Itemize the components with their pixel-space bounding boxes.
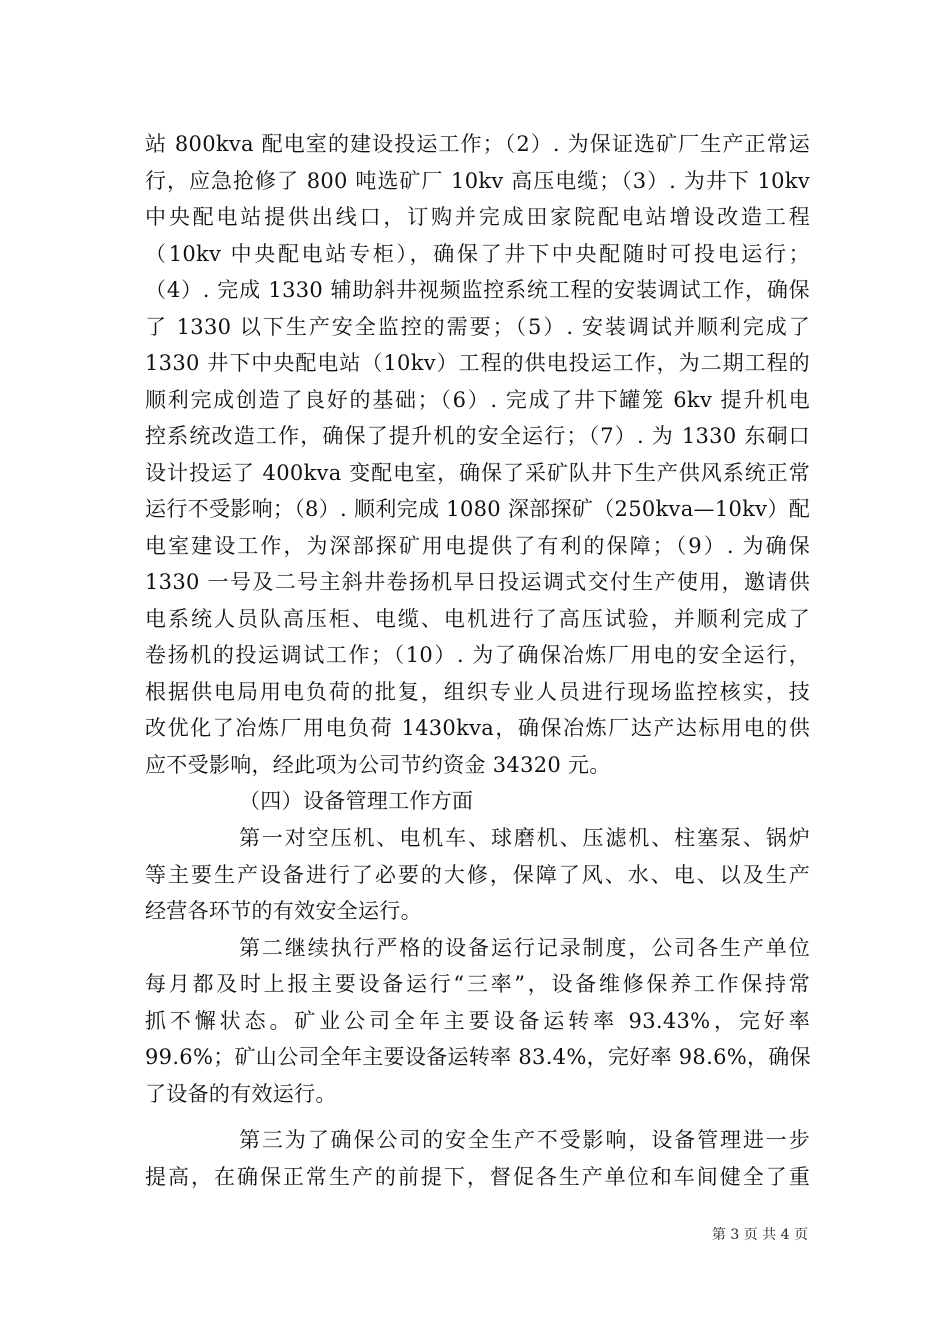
paragraph-line: 等主要生产设备进行了必要的大修，保障了风、水、电、以及生产 — [145, 863, 810, 887]
paragraph-line: 控系统改造工作，确保了提升机的安全运行；（7）. 为 1330 东硐口 — [145, 424, 810, 448]
paragraph-line: 了设备的有效运行。 — [145, 1082, 337, 1106]
section-heading: （四）设备管理工作方面 — [239, 789, 474, 813]
paragraph-line: 了 1330 以下生产安全监控的需要；（5）. 安装调试并顺利完成了 — [145, 315, 810, 339]
paragraph-line: 卷扬机的投运调试工作；（10）. 为了确保冶炼厂用电的安全运行， — [145, 643, 810, 667]
paragraph-line: 1330 一号及二号主斜井卷扬机早日投运调式交付生产使用，邀请供 — [145, 570, 810, 594]
paragraph-line: 99.6%；矿山公司全年主要设备运转率 83.4%，完好率 98.6%，确保 — [145, 1045, 811, 1069]
paragraph-line: 提高，在确保正常生产的前提下，督促各生产单位和车间健全了重 — [145, 1165, 810, 1189]
paragraph-line: 站 800kva 配电室的建设投运工作；（2）. 为保证选矿厂生产正常运 — [145, 132, 810, 156]
paragraph-line: 1330 井下中央配电站（10kv）工程的供电投运工作，为二期工程的 — [145, 351, 810, 375]
paragraph-line: 运行不受影响；（8）. 顺利完成 1080 深部探矿（250kva—10kv）配 — [145, 497, 810, 521]
paragraph-line: 电系统人员队高压柜、电缆、电机进行了高压试验，并顺利完成了 — [145, 607, 810, 631]
paragraph-line: 第三为了确保公司的安全生产不受影响，设备管理进一步 — [239, 1128, 810, 1152]
paragraph-line: 第二继续执行严格的设备运行记录制度，公司各生产单位 — [239, 936, 810, 960]
paragraph-line: 每月都及时上报主要设备运行“三率”，设备维修保养工作保持常 — [145, 972, 810, 996]
paragraph-line: 行，应急抢修了 800 吨选矿厂 10kv 高压电缆；（3）. 为井下 10kv — [145, 169, 810, 193]
page-number-footer: 第 3 页 共 4 页 — [711, 1227, 808, 1243]
paragraph-line: 设计投运了 400kva 变配电室，确保了采矿队井下生产供风系统正常 — [145, 461, 810, 485]
paragraph-line: （10kv 中央配电站专柜），确保了井下中央配随时可投电运行； — [145, 242, 810, 266]
paragraph-line: 电室建设工作，为深部探矿用电提供了有利的保障；（9）. 为确保 — [145, 534, 810, 558]
paragraph-line: 改优化了冶炼厂用电负荷 1430kva，确保冶炼厂达产达标用电的供 — [145, 716, 810, 740]
paragraph-line: 第一对空压机、电机车、球磨机、压滤机、柱塞泵、锅炉 — [239, 826, 810, 850]
paragraph-line: 中央配电站提供出线口，订购并完成田家院配电站增设改造工程 — [145, 205, 810, 229]
paragraph-line: 应不受影响，经此项为公司节约资金 34320 元。 — [145, 753, 611, 777]
paragraph-line: 根据供电局用电负荷的批复，组织专业人员进行现场监控核实，技 — [145, 680, 810, 704]
paragraph-line: 经营各环节的有效安全运行。 — [145, 899, 422, 923]
paragraph-line: （4）. 完成 1330 辅助斜井视频监控系统工程的安装调试工作，确保 — [145, 278, 810, 302]
paragraph-line: 顺利完成创造了良好的基础；（6）. 完成了井下罐笼 6kv 提升机电 — [145, 388, 810, 412]
paragraph-line: 抓不懈状态。矿业公司全年主要设备运转率 93.43%，完好率 — [145, 1009, 810, 1033]
